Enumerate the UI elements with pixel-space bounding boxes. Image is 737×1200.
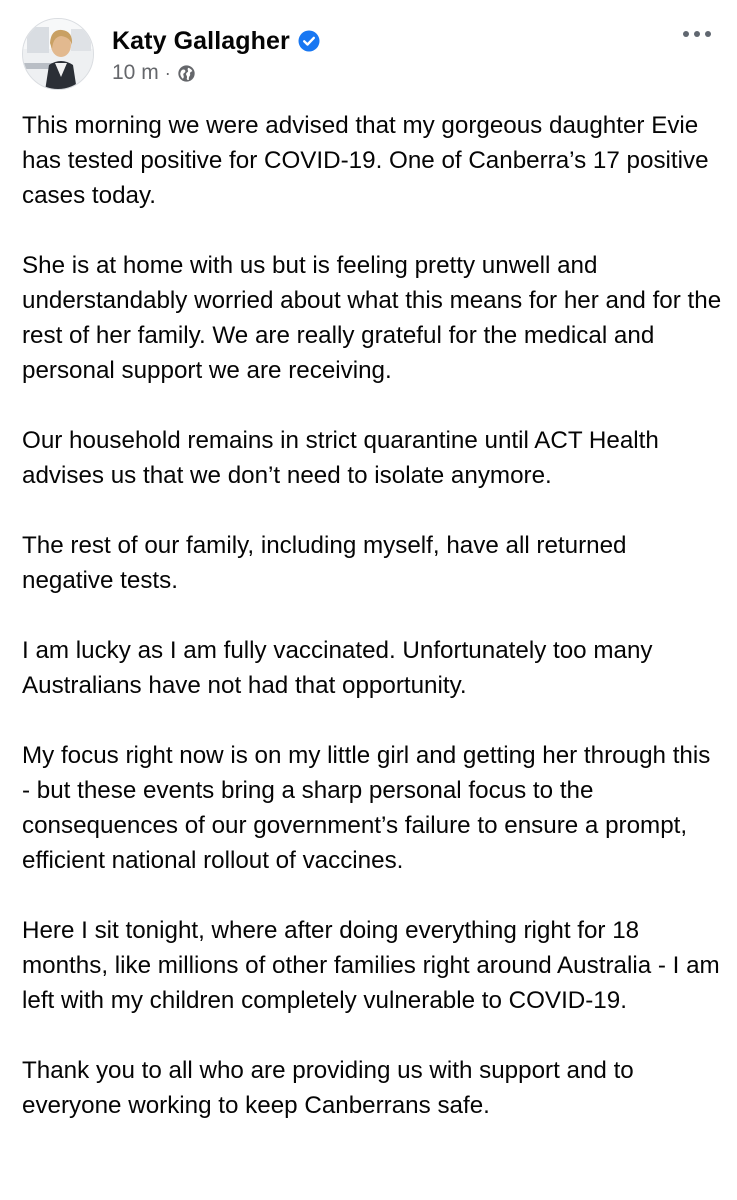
post-meta (112, 58, 320, 88)
post-paragraph: This morning we were advised that my gorgeous daughter Evie has tested positive for COVID-19. One of Canberra’s 17 positive cases today. (22, 112, 709, 209)
post-paragraph: The rest of our family, including myself, have all returned negative tests. (22, 532, 627, 594)
author-name[interactable]: Katy Gallagher (112, 26, 290, 55)
verified-badge-icon (298, 30, 320, 52)
post-paragraph: I am lucky as I am fully vaccinated. Unfortunately too many Australians have not had that opportunity. (22, 637, 653, 699)
post-header (22, 18, 717, 94)
author-line (112, 24, 320, 58)
post-paragraph: Thank you to all who are providing us with support and to everyone working to keep Canberrans safe. (22, 1057, 634, 1119)
more-dots-icon (683, 31, 689, 37)
author-block (112, 24, 320, 88)
post-paragraph: Here I sit tonight, where after doing everything right for 18 months, like millions of other families right around Australia - I am left with my children completely vulnerable to COVID-19. (22, 917, 720, 1014)
post-paragraph: She is at home with us but is feeling pretty unwell and understandably worried about what this means for her and for the rest of her family. We are really grateful for the medical and personal support we are receiving. (22, 252, 722, 384)
globe-icon (177, 64, 196, 83)
post-paragraph: My focus right now is on my little girl and getting her through this - but these events bring a sharp personal focus to the consequences of our government’s failure to ensure a prompt, efficient national rollout of vaccines. (22, 742, 711, 874)
meta-separator: · (164, 62, 171, 83)
author-avatar[interactable] (22, 18, 94, 90)
more-dots-icon (694, 31, 700, 37)
post-body (22, 108, 722, 1123)
post-timestamp[interactable]: 10 m (112, 61, 159, 84)
more-dots-icon (705, 31, 711, 37)
post-paragraph: Our household remains in strict quarantine until ACT Health advises us that we don’t need to isolate anymore. (22, 427, 659, 489)
profile-photo-icon (23, 19, 94, 90)
more-options-button[interactable] (677, 22, 717, 46)
